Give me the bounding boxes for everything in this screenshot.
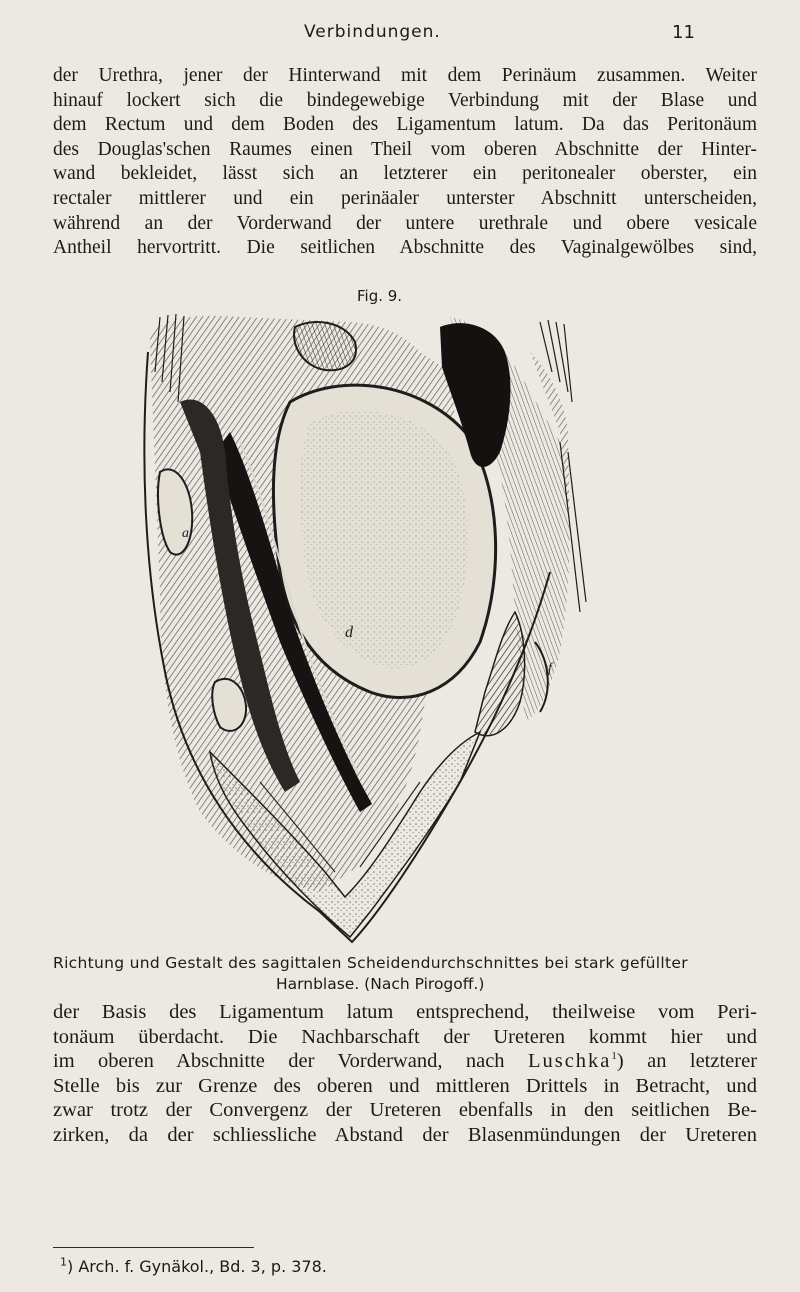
text-line: Stelle bis zur Grenze des oberen und mittleren Drittels in Betracht, und [53, 1074, 757, 1097]
author-name: Luschka [527, 1050, 612, 1073]
text-line: des Douglas'schen Raumes einen Theil vom oberen Abschnitte der Hinter- [53, 138, 757, 160]
body-paragraph-top [53, 64, 757, 261]
text-line: zwar trotz der Convergenz der Ureteren ebenfalls in den seitlichen Be- [53, 1099, 757, 1122]
text-line: hinauf lockert sich die bindegewebige Verbindung mit der Blase und [53, 89, 757, 111]
caption-line: Richtung und Gestalt des sagittalen Scheidendurchschnittes bei stark gefüllter [53, 954, 688, 972]
footnote-reference: 1 [611, 1050, 617, 1063]
text-line: rectaler mittlerer und ein perinäaler unterster Abschnitt unterscheiden, [53, 187, 757, 209]
text-line: dem Rectum und dem Boden des Ligamentum latum. Da das Peritonäum [53, 114, 757, 136]
text-line: der Urethra, jener der Hinterwand mit dem Perinäum zusammen. Weiter [53, 65, 757, 86]
text-line: zirken, da der schliessliche Abstand der Blasenmündungen der Ureteren [53, 1123, 757, 1146]
text-line [53, 1049, 757, 1074]
footnote-mark: 1 [60, 1255, 67, 1269]
text-line: der Basis des Ligamentum latum entsprechend, theilweise vom Peri- [53, 1001, 757, 1023]
running-title: Verbindungen. [304, 22, 441, 42]
caption-line: Harnblase. (Nach Pirogoff.) [276, 975, 485, 993]
label-d: d [345, 624, 353, 641]
footnote-divider [53, 1247, 254, 1248]
body-paragraph-bottom [53, 1000, 757, 1148]
figure-caption [53, 953, 757, 995]
sagittal-section-illustration [120, 312, 620, 952]
anatomical-figure [120, 312, 620, 952]
footnote-text: ) Arch. f. Gynäkol., Bd. 3, p. 378. [67, 1257, 327, 1276]
text-line: Antheil hervortritt. Die seitlichen Abschnitte des Vaginalgewölbes sind, [53, 237, 757, 259]
label-f: f [548, 661, 552, 676]
text-line: während an der Vorderwand der untere urethrale und obere vesicale [53, 212, 757, 234]
text-line: wand bekleidet, lässt sich an letzterer ein peritonealer oberster, ein [53, 163, 757, 185]
text-fragment: ) an letzterer [616, 1050, 758, 1073]
page-number: 11 [672, 22, 695, 43]
label-a: a [182, 526, 189, 541]
page-header [0, 22, 800, 52]
footnote [60, 1257, 327, 1276]
text-fragment: im oberen Abschnitte der Vorderwand, nach [53, 1050, 505, 1073]
text-line: tonäum überdacht. Die Nachbarschaft der Ureteren kommt hier und [53, 1025, 757, 1048]
figure-label: Fig. 9. [357, 287, 403, 305]
